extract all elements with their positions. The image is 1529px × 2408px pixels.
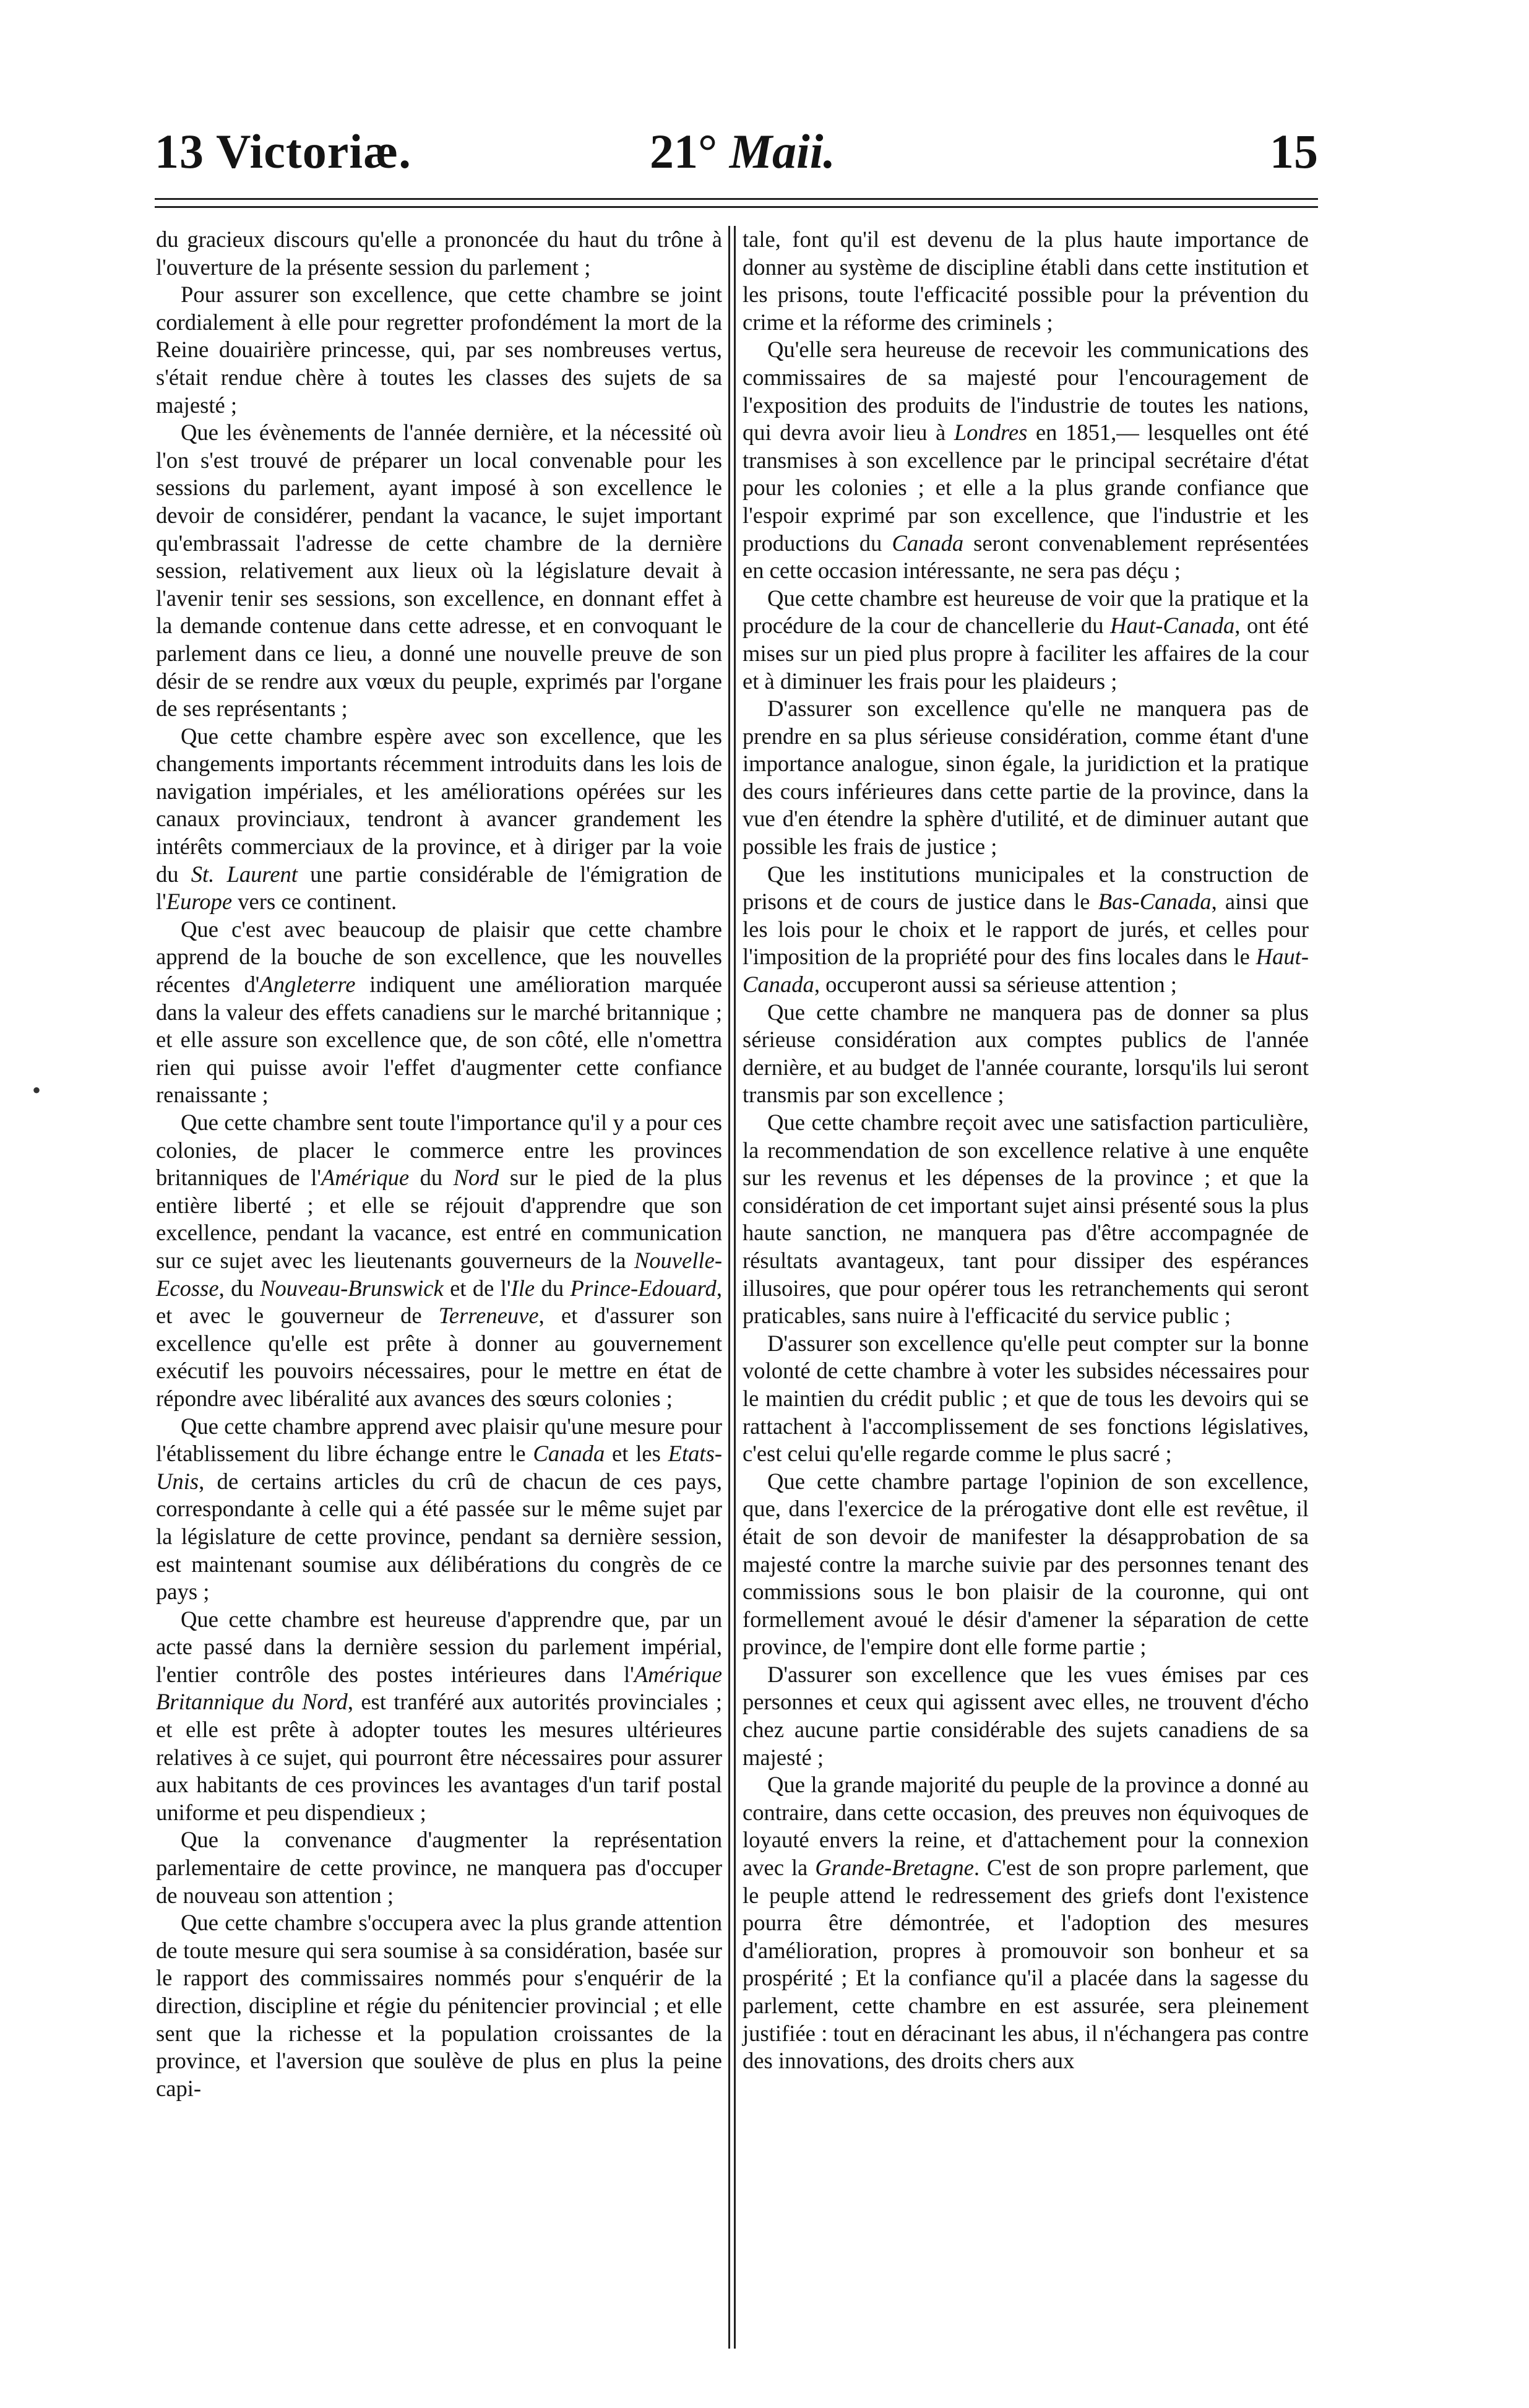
- right-column-paragraph: Qu'elle sera heureuse de recevoir les communications des commissaires de sa majesté pour l'encouragement de l'exposition des produits de l'industrie de toutes les nations, qui devra avoir lieu à Londres en 1851,— lesquelles ont été transmises à son excellence par le principal secrétaire d'état pour les colonies ; et elle a la plus grande confiance que l'espoir exprimé par son excellence, que l'industrie et les productions du Canada seront convenablement représentées en cette occasion intéressante, ne sera pas déçu ;: [743, 337, 1309, 584]
- right-column-paragraph: Que les institutions municipales et la construction de prisons et de cours de justice dans le Bas-Canada, ainsi que les lois pour le choix et le rapport de jurés, et celles pour l'imposition de la propriété pour des fins locales dans le Haut-Canada, occuperont aussi sa sérieuse attention ;: [743, 861, 1309, 998]
- left-column-paragraph: Pour assurer son excellence, que cette chambre se joint cordialement à elle pour regretter profondément la mort de la Reine douairière princesse, qui, par ses nombreuses vertus, s'était rendue chère à toutes les classes des sujets de sa majesté ;: [156, 282, 722, 418]
- right-column-paragraph: D'assurer son excellence que les vues émises par ces personnes et ceux qui agissent avec elles, ne trouvent d'écho chez aucune partie considérable des sujets canadiens de sa majesté ;: [743, 1661, 1309, 1770]
- column-divider-right-line: [734, 226, 736, 2349]
- left-column-paragraph: Que les évènements de l'année dernière, et la nécessité où l'on s'est trouvé de préparer un local convenable pour les sessions du parlement, ayant imposé à son excellence le devoir de considérer, pendant la vacance, le sujet important qu'embrassait l'adresse de cette chambre de la dernière session, relativement aux lieux où la législature devait à l'avenir tenir ses sessions, son excellence, en donnant effet à la demande contenue dans cette adresse, et en convoquant le parlement dans ce lieu, a donné une nouvelle preuve de son désir de se rendre aux vœux du peuple, exprimés par l'organe de ses représentants ;: [156, 420, 722, 722]
- right-column-paragraph: Que cette chambre est heureuse de voir que la pratique et la procédure de la cour de chancellerie du Haut-Canada, ont été mises sur un pied plus propre à faciliter les affaires de la cour et à diminuer les frais pour les plaideurs ;: [743, 585, 1309, 694]
- left-text-column: [156, 226, 722, 2102]
- left-column-paragraph: Que la convenance d'augmenter la représentation parlementaire de cette province, ne manquera pas d'occuper de nouveau son attention ;: [156, 1827, 722, 1908]
- header-date-month: Maii.: [729, 124, 835, 178]
- left-column-paragraph: Que c'est avec beaucoup de plaisir que cette chambre apprend de la bouche de son excellence, que les nouvelles récentes d'Angleterre indiquent une amélioration marquée dans la valeur des effets canadiens sur le marché britannique ; et elle assure son excellence que, de son côté, elle n'omettra rien qui puisse avoir l'effet d'augmenter cette confiance renaissante ;: [156, 916, 722, 1108]
- right-column-paragraph: Que cette chambre reçoit avec une satisfaction particulière, la recommendation de son excellence relative à une enquête sur les revenus et les dépenses de la province ; et que la considération de cet important sujet ainsi présenté sous la plus haute sanction, ne manquera pas d'être accompagnée de résultats avantageux, tant pour dissiper des espérances illusoires, que pour opérer tous les retranchements qui seront praticables, sans nuire à l'efficacité du service public ;: [743, 1110, 1309, 1329]
- page-header: [155, 124, 1318, 192]
- right-column-paragraph: Que la grande majorité du peuple de la province a donné au contraire, dans cette occasion, des preuves non équivoques de loyauté envers la reine, et d'attachement pour la connexion avec la Grande-Bretagne. C'est de son propre parlement, que le peuple attend le redressement des griefs dont l'existence pourra être démontrée, et l'adoption des mesures d'amélioration, propres à promouvoir son bonheur et sa prospérité ; Et la confiance qu'il a placée dans la sagesse du parlement, cette chambre en est assurée, sera pleinement justifiée : tout en déracinant les abus, il n'échangera pas contre des innovations, des droits chers aux: [743, 1772, 1309, 2074]
- right-column-paragraph: Que cette chambre partage l'opinion de son excellence, que, dans l'exercice de la prérogative dont elle est revêtue, il était de son devoir de manifester la désapprobation de sa majesté contre la marche suivie par des personnes tenant des commissions sous le bon plaisir de la couronne, qui ont formellement avoué le désir d'amener la séparation de cette province, de l'empire dont elle forme partie ;: [743, 1468, 1309, 1660]
- page-number: 15: [1270, 124, 1318, 178]
- left-column-paragraph: Que cette chambre apprend avec plaisir qu'une mesure pour l'établissement du libre échange entre le Canada et les Etats-Unis, de certains articles du crû de chacun de ces pays, correspondante à celle qui a été passée sur le même sujet par la législature de cette province, pendant sa dernière session, est maintenant soumise aux délibérations du congrès de ce pays ;: [156, 1413, 722, 1605]
- left-column-paragraph: Que cette chambre s'occupera avec la plus grande attention de toute mesure qui sera soumise à sa considération, basée sur le rapport des commissaires nommés pour s'enquérir de la direction, discipline et régie du pénitencier provincial ; et elle sent que la richesse et la population croissantes de la province, et l'aversion que soulève de plus en plus la peine capi-: [156, 1910, 722, 2101]
- column-divider-left-line: [728, 226, 730, 2349]
- left-column-paragraph: Que cette chambre espère avec son excellence, que les changements importants récemment introduits dans les lois de navigation impériales, et les améliorations opérées sur les canaux provinciaux, tendront à avancer grandement les intérêts commerciaux de la province, et à diriger par la voie du St. Laurent une partie considérable de l'émigration de l'Europe vers ce continent.: [156, 723, 722, 915]
- header-double-rule: [155, 198, 1318, 208]
- left-column-paragraph: du gracieux discours qu'elle a prononcée du haut du trône à l'ouverture de la présente session du parlement ;: [156, 227, 722, 280]
- right-text-column: [743, 226, 1309, 2075]
- left-column-paragraph: Que cette chambre sent toute l'importance qu'il y a pour ces colonies, de placer le commerce entre les provinces britanniques de l'Amérique du Nord sur le pied de la plus entière liberté ; et elle se réjouit d'apprendre que son excellence, pendant la vacance, est entré en communication sur ce sujet avec les lieutenants gouverneurs de la Nouvelle-Ecosse, du Nouveau-Brunswick et de l'Ile du Prince-Edouard, et avec le gouverneur de Terreneuve, et d'assurer son excellence qu'elle est prête à donner au gouvernement exécutif les pouvoirs nécessaires, pour le mettre en état de répondre avec libéralité aux avances des sœurs colonies ;: [156, 1110, 723, 1411]
- margin-bullet-mark: •: [32, 1076, 41, 1104]
- right-column-paragraph: Que cette chambre ne manquera pas de donner sa plus sérieuse considération aux comptes publics de l'année dernière, et au budget de l'année courante, lorsqu'ils lui seront transmis par son excellence ;: [743, 999, 1309, 1108]
- header-session-title: 13 Victoriæ.: [155, 124, 411, 178]
- left-column-paragraph: Que cette chambre est heureuse d'apprendre que, par un acte passé dans la dernière session du parlement impérial, l'entier contrôle des postes intérieures dans l'Amérique Britannique du Nord, est tranféré aux autorités provinciales ; et elle est prête à adopter toutes les mesures ultérieures relatives à ce sujet, qui pourront être nécessaires pour assurer aux habitants de ces provinces les avantages d'un tarif postal uniforme et peu dispendieux ;: [156, 1606, 722, 1825]
- header-date: [650, 124, 835, 179]
- right-column-paragraph: D'assurer son excellence qu'elle peut compter sur la bonne volonté de cette chambre à voter les subsides nécessaires pour le maintien du crédit public ; et que de tous les devoirs qui se rattachent à l'accomplissement de ses fonctions législatives, c'est celui qu'elle regarde comme le plus sacré ;: [743, 1330, 1309, 1467]
- header-date-day: 21°: [650, 124, 718, 178]
- right-column-paragraph: D'assurer son excellence qu'elle ne manquera pas de prendre en sa plus sérieuse considération, comme étant d'une importance analogue, sinon égale, la juridiction et la pratique des cours inférieures dans cette partie de la province, dans la vue d'en étendre la sphère d'utilité, et de diminuer autant que possible les frais de justice ;: [743, 696, 1309, 860]
- right-column-paragraph: tale, font qu'il est devenu de la plus haute importance de donner au système de discipline établi dans cette institution et les prisons, toute l'efficacité possible pour la prévention du crime et la réforme des criminels ;: [743, 227, 1309, 335]
